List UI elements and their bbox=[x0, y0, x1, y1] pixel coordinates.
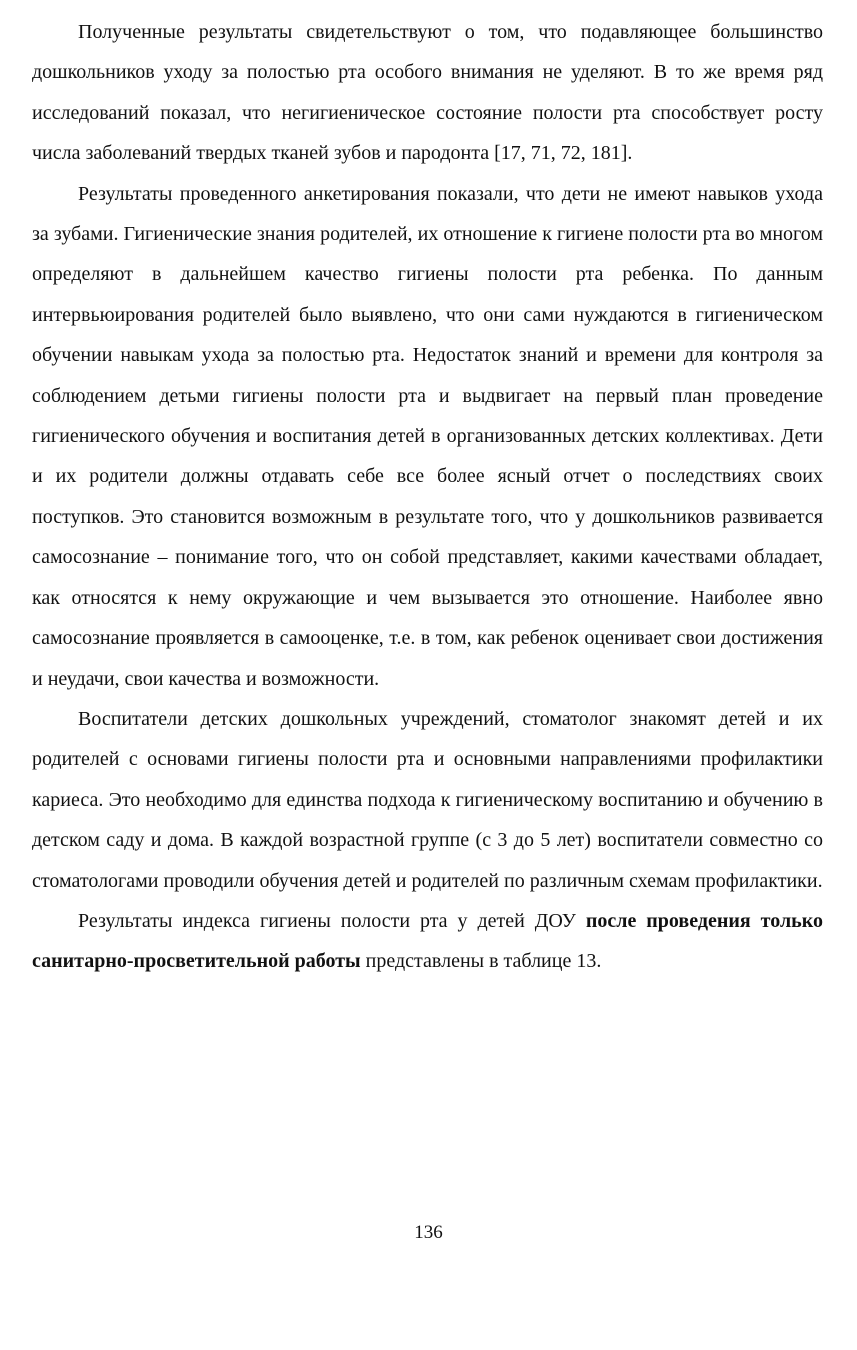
paragraph-4 bbox=[32, 901, 823, 982]
paragraph-4-start: Результаты индекса гигиены полости рта у детей ДОУ bbox=[78, 909, 586, 932]
paragraph-2: Результаты проведенного анкетирования показали, что дети не имеют навыков ухода за зубами. Гигиенические знания родителей, их отношение к гигиене полости рта во многом определяют в дальнейшем качество гигиены полости рта ребенка. По данным интервьюирования родителей было выявлено, что они сами нуждаются в гигиеническом обучении навыкам ухода за полостью рта. Недостаток знаний и времени для контроля за соблюдением детьми гигиены полости рта и выдвигает на первый план проведение гигиенического обучения и воспитания детей в организованных детских коллективах. Дети и их родители должны отдавать себе все более ясный отчет о последствиях своих поступков. Это становится возможным в результате того, что у дошкольников развивается самосознание – понимание того, что он собой представляет, какими качествами обладает, как относятся к нему окружающие и чем вызывается это отношение. Наиболее явно самосознание проявляется в самооценке, т.е. в том, как ребенок оценивает свои достижения и неудачи, свои качества и возможности. bbox=[32, 182, 823, 690]
document-page bbox=[32, 12, 823, 982]
paragraph-3: Воспитатели детских дошкольных учреждений, стоматолог знакомят детей и их родителей с основами гигиены полости рта и основными направлениями профилактики кариеса. Это необходимо для единства подхода к гигиеническому воспитанию и обучению в детском саду и дома. В каждой возрастной группе (с 3 до 5 лет) воспитатели совместно со стоматологами проводили обучения детей и родителей по различным схемам профилактики. bbox=[32, 707, 823, 892]
page-number: 136 bbox=[414, 1222, 443, 1243]
paragraph-4-bold: после проведения только санитарно-просветительной работы bbox=[32, 909, 824, 973]
paragraph-1: Полученные результаты свидетельствуют о том, что подавляющее большинство дошкольников уходу за полостью рта особого внимания не уделяют. В то же время ряд исследований показал, что негигиеническое состояние полости рта способствует росту числа заболеваний твердых тканей зубов и пародонта [17, 71, 72, 181]. bbox=[32, 21, 823, 165]
paragraph-4-end: представлены в таблице 13. bbox=[360, 950, 602, 973]
